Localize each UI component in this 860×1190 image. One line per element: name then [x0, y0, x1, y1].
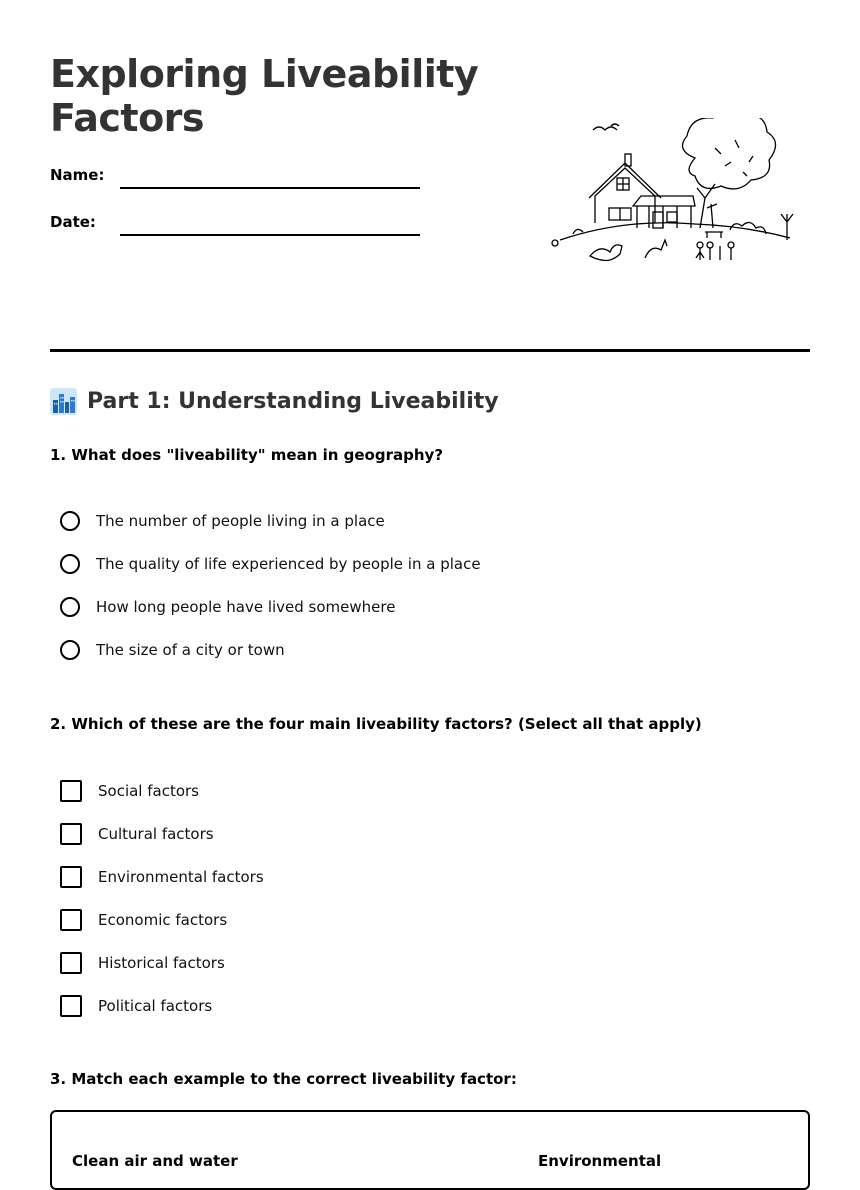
option-label: Social factors	[98, 782, 200, 800]
checkbox[interactable]	[60, 866, 82, 888]
question-2: 2. Which of these are the four main liveability factors? (Select all that apply)	[50, 715, 702, 733]
match-example[interactable]: Clean air and water	[72, 1152, 238, 1170]
q2-option-6[interactable]	[60, 995, 212, 1017]
q1-option-4[interactable]	[60, 640, 285, 660]
checkbox[interactable]	[60, 823, 82, 845]
option-label: Historical factors	[98, 954, 225, 972]
checkbox[interactable]	[60, 995, 82, 1017]
option-label: The quality of life experienced by people in a place	[96, 555, 481, 573]
option-label: The number of people living in a place	[96, 512, 385, 530]
name-label: Name:	[50, 166, 105, 184]
checkbox[interactable]	[60, 780, 82, 802]
section-title: Part 1: Understanding Liveability	[87, 389, 499, 414]
match-factor[interactable]: Environmental	[538, 1152, 662, 1170]
option-label: Economic factors	[98, 911, 228, 929]
section-heading	[50, 388, 499, 415]
q2-option-1[interactable]	[60, 780, 199, 802]
option-label: Environmental factors	[98, 868, 264, 886]
q1-option-3[interactable]	[60, 597, 395, 617]
q1-option-1[interactable]	[60, 511, 385, 531]
checkbox[interactable]	[60, 909, 82, 931]
q2-option-3[interactable]	[60, 866, 264, 888]
question-3: 3. Match each example to the correct liveability factor:	[50, 1070, 517, 1088]
q1-option-2[interactable]	[60, 554, 481, 574]
q2-option-4[interactable]	[60, 909, 227, 931]
q2-option-2[interactable]	[60, 823, 214, 845]
page-title: Exploring Liveability Factors	[50, 52, 479, 140]
house-tree-landscape-illustration	[545, 118, 800, 268]
question-1: 1. What does "liveability" mean in geography?	[50, 446, 444, 464]
radio-button[interactable]	[60, 554, 80, 574]
option-label: Cultural factors	[98, 825, 214, 843]
option-label: The size of a city or town	[96, 641, 285, 659]
section-divider	[50, 349, 810, 352]
option-label: How long people have lived somewhere	[96, 598, 396, 616]
matching-box	[50, 1110, 810, 1190]
radio-button[interactable]	[60, 597, 80, 617]
name-field[interactable]	[120, 187, 420, 189]
date-field[interactable]	[120, 234, 420, 236]
city-chart-icon	[50, 388, 77, 415]
radio-button[interactable]	[60, 640, 80, 660]
option-label: Political factors	[98, 997, 213, 1015]
checkbox[interactable]	[60, 952, 82, 974]
radio-button[interactable]	[60, 511, 80, 531]
date-label: Date:	[50, 213, 96, 231]
q2-option-5[interactable]	[60, 952, 225, 974]
